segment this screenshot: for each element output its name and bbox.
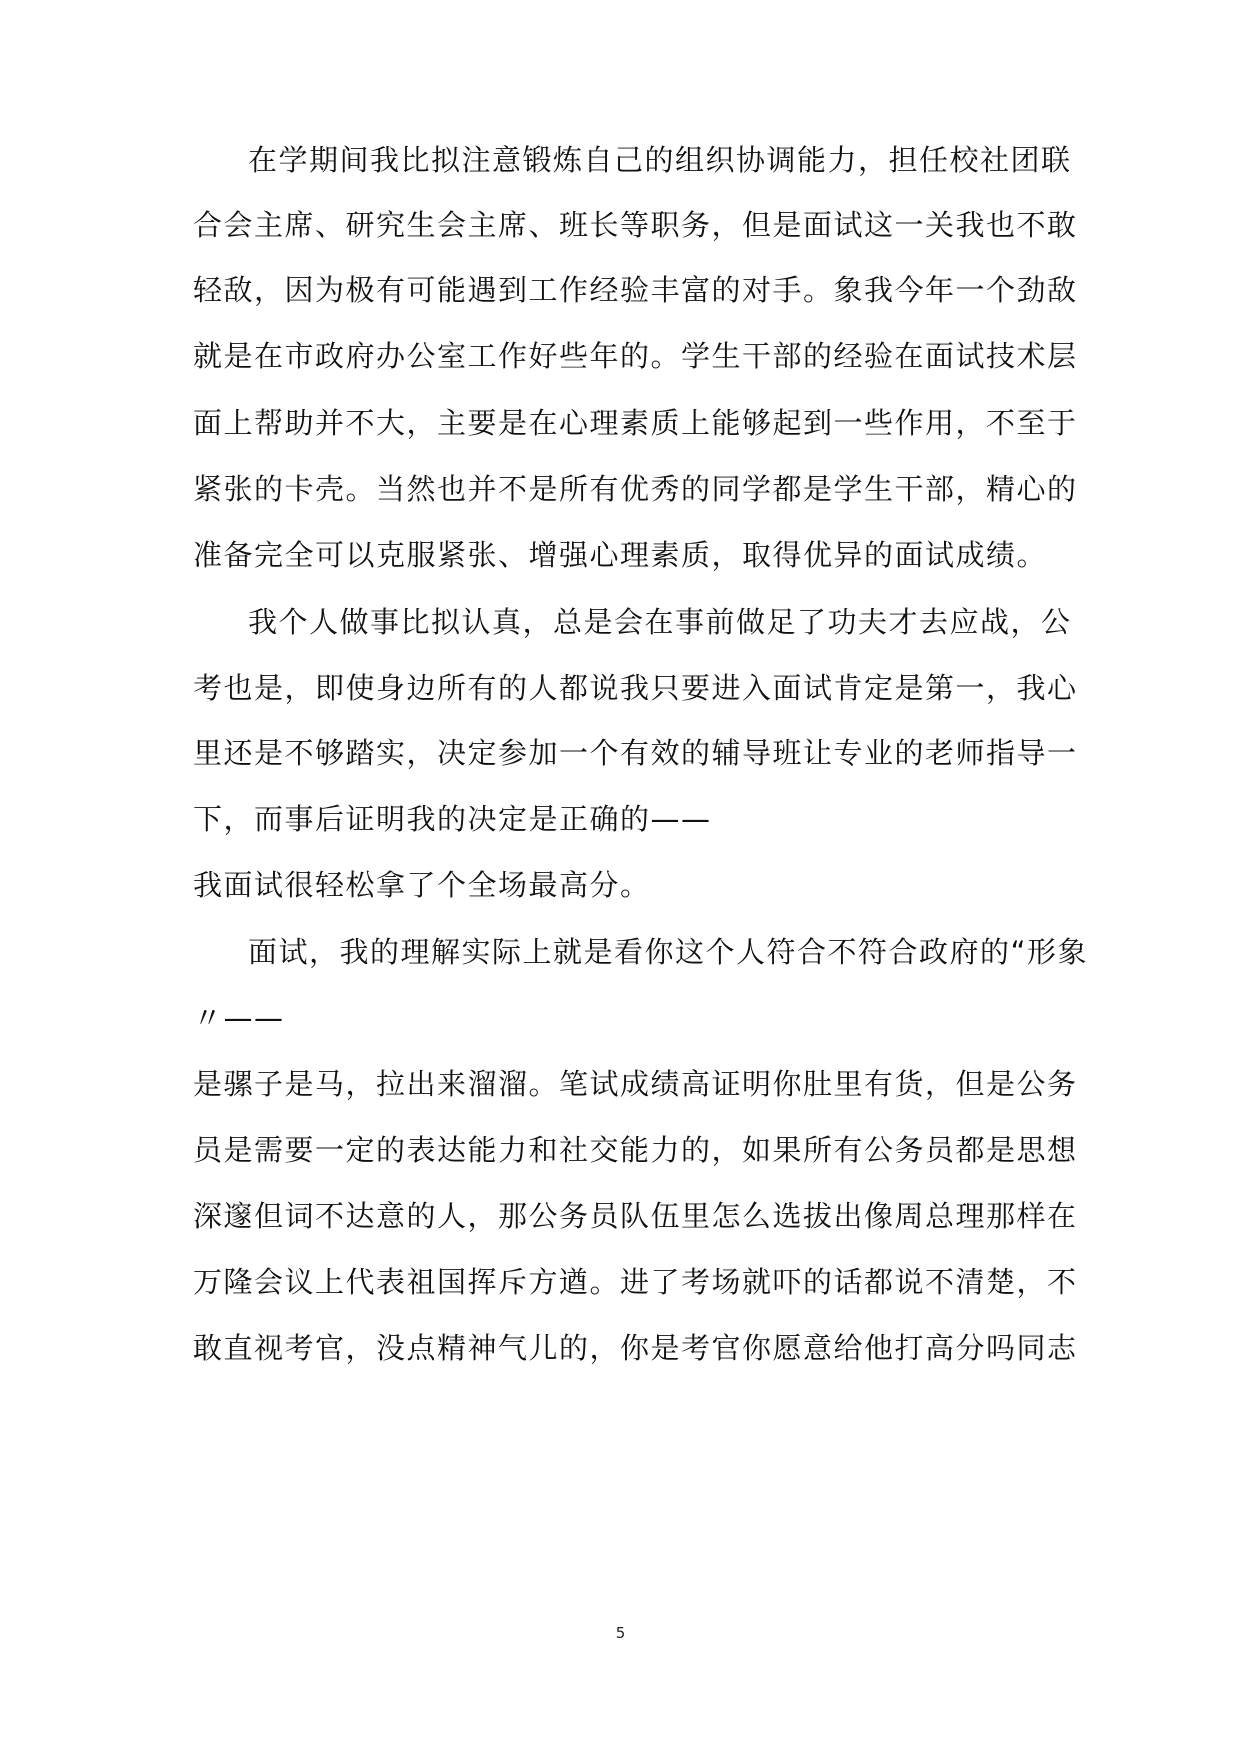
text-line: 敢直视考官，没点精神气儿的，你是考官你愿意给他打高分吗同志 [193,1331,1078,1365]
text-line: 深邃但词不达意的人，那公务员队伍里怎么选拔出像周总理那样在 [193,1199,1078,1233]
text-line: 是骡子是马，拉出来溜溜。笔试成绩高证明你肚里有货，但是公务 [193,1067,1078,1101]
text-line: 万隆会议上代表祖国挥斥方遒。进了考场就吓的话都说不清楚，不 [193,1265,1078,1299]
text-line: 下，而事后证明我的决定是正确的—— [193,802,712,836]
text-line: 面上帮助并不大，主要是在心理素质上能够起到一些作用，不至于 [193,406,1078,440]
text-line: 紧张的卡壳。当然也并不是所有优秀的同学都是学生干部，精心的 [193,472,1078,506]
text-line: 〃—— [193,1001,285,1035]
text-line: 就是在市政府办公室工作好些年的。学生干部的经验在面试技术层 [193,339,1078,373]
text-line: 合会主席、研究生会主席、班长等职务，但是面试这一关我也不敢 [193,208,1078,242]
text-line: 考也是，即使身边所有的人都说我只要进入面试肯定是第一，我心 [193,671,1078,705]
text-line: 轻敌，因为极有可能遇到工作经验丰富的对手。象我今年一个劲敌 [193,273,1078,307]
text-line: 我面试很轻松拿了个全场最高分。 [193,868,651,902]
text-line: 员是需要一定的表达能力和社交能力的，如果所有公务员都是思想 [193,1133,1078,1167]
text-line: 准备完全可以克服紧张、增强心理素质，取得优异的面试成绩。 [193,538,1048,572]
page-number: 5 [615,1624,626,1642]
text-line: 在学期间我比拟注意锻炼自己的组织协调能力，担任校社团联 [248,143,1072,177]
text-line: 面试，我的理解实际上就是看你这个人符合不符合政府的“形象 [248,935,1089,969]
text-line: 里还是不够踏实，决定参加一个有效的辅导班让专业的老师指导一 [193,736,1078,770]
text-line: 我个人做事比拟认真，总是会在事前做足了功夫才去应战，公 [248,605,1072,639]
